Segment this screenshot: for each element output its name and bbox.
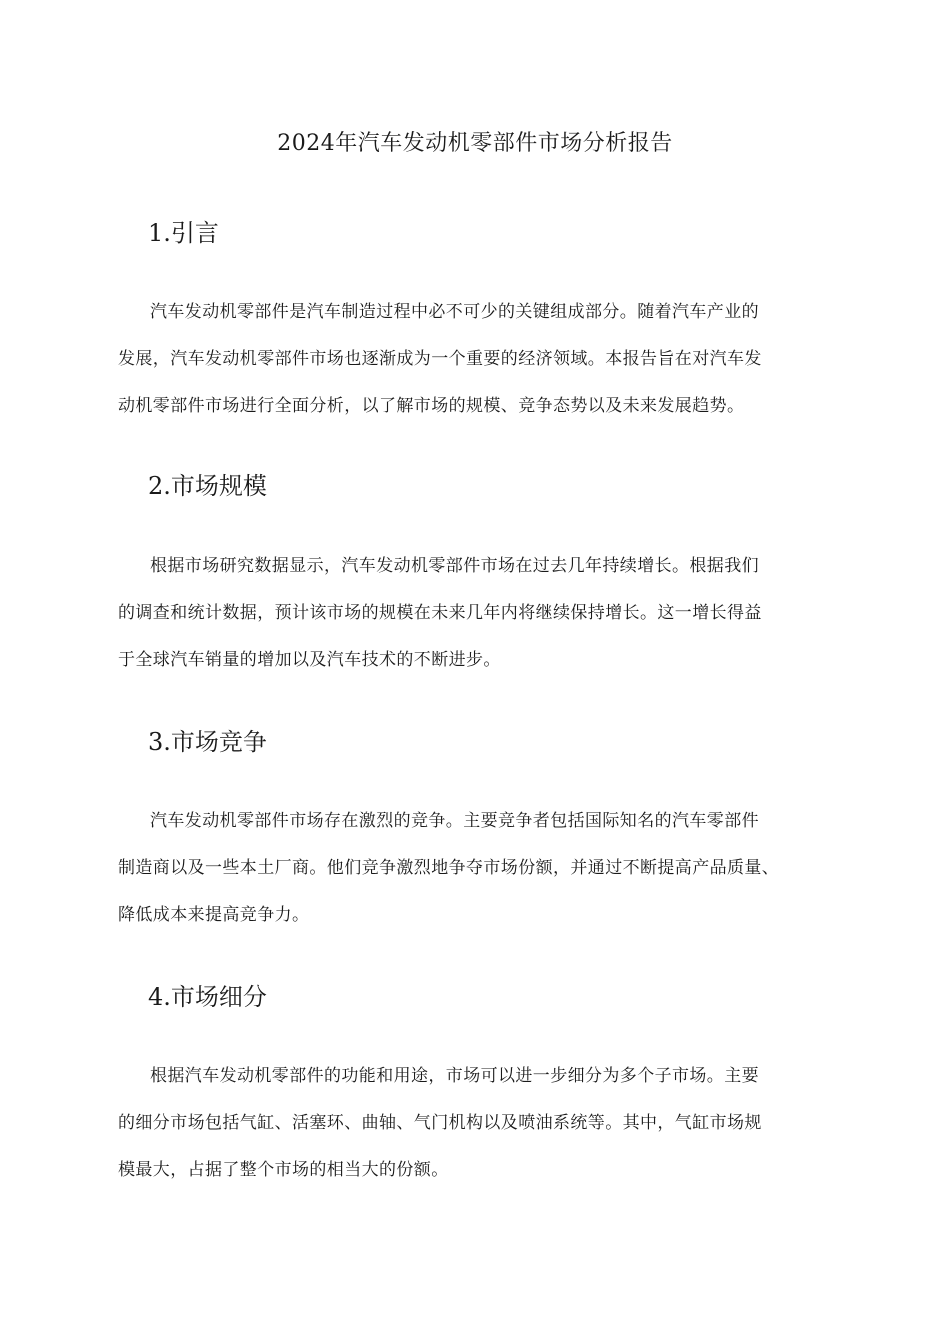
paragraph-line: 根据市场研究数据显示，汽车发动机零部件市场在过去几年持续增长。根据我们 <box>150 556 759 576</box>
paragraph-line: 汽车发动机零部件是汽车制造过程中必不可少的关键组成部分。随着汽车产业的 <box>150 302 759 322</box>
document-title: 2024年汽车发动机零部件市场分析报告 <box>277 131 673 156</box>
paragraph-line: 于全球汽车销量的增加以及汽车技术的不断进步。 <box>118 650 501 670</box>
paragraph-line: 汽车发动机零部件市场存在激烈的竞争。主要竞争者包括国际知名的汽车零部件 <box>150 811 759 831</box>
section-paragraph-market-competition <box>118 806 848 947</box>
paragraph-line: 根据汽车发动机零部件的功能和用途，市场可以进一步细分为多个子市场。主要 <box>150 1066 759 1086</box>
paragraph-line: 模最大，占据了整个市场的相当大的份额。 <box>118 1160 449 1180</box>
paragraph-line: 的细分市场包括气缸、活塞环、曲轴、气门机构以及喷油系统等。其中，气缸市场规 <box>118 1113 762 1133</box>
section-heading-market-size: 2.市场规模 <box>148 472 267 500</box>
section-heading-introduction: 1.引言 <box>148 219 219 247</box>
paragraph-line: 降低成本来提高竞争力。 <box>118 905 310 925</box>
paragraph-line: 发展，汽车发动机零部件市场也逐渐成为一个重要的经济领域。本报告旨在对汽车发 <box>118 349 762 369</box>
section-heading-market-segmentation: 4.市场细分 <box>148 983 267 1011</box>
section-paragraph-introduction <box>118 297 848 438</box>
paragraph-line: 动机零部件市场进行全面分析，以了解市场的规模、竞争态势以及未来发展趋势。 <box>118 396 745 416</box>
paragraph-line: 制造商以及一些本土厂商。他们竞争激烈地争夺市场份额，并通过不断提高产品质量、 <box>118 858 780 878</box>
paragraph-line: 的调查和统计数据，预计该市场的规模在未来几年内将继续保持增长。这一增长得益 <box>118 603 762 623</box>
section-paragraph-market-segmentation <box>118 1061 848 1202</box>
section-paragraph-market-size <box>118 551 848 692</box>
section-heading-market-competition: 3.市场竞争 <box>148 728 267 756</box>
